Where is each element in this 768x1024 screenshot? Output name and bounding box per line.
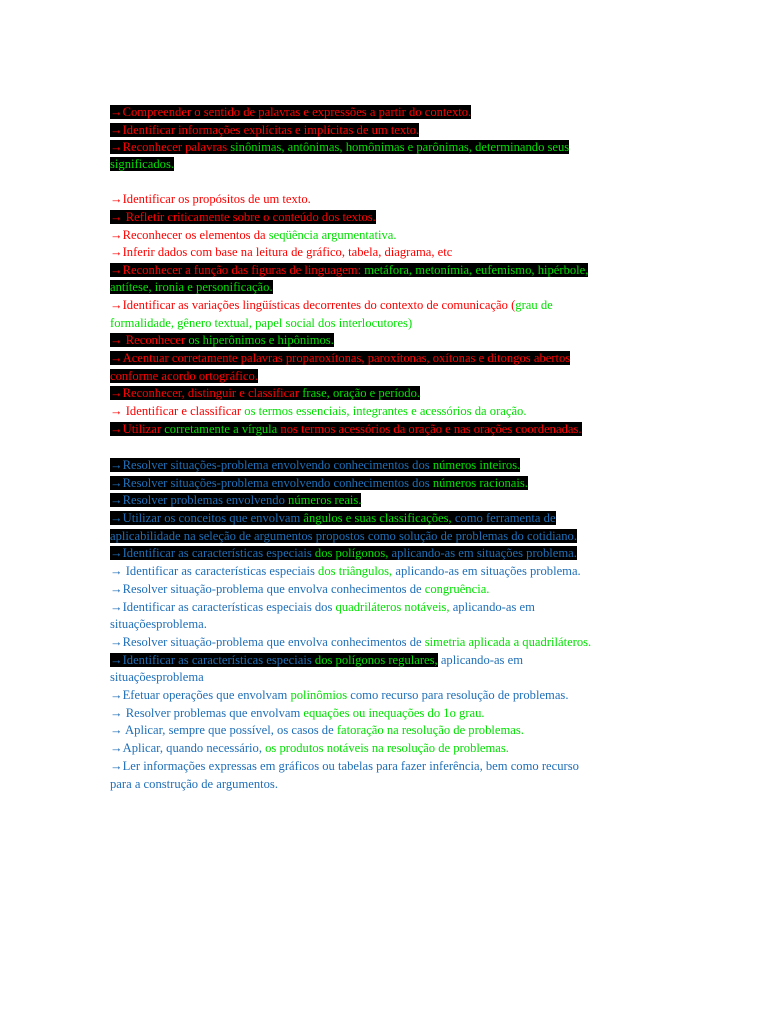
- text-line: [110, 777, 278, 792]
- text-segment: como recurso para resolução de problemas.: [347, 688, 569, 702]
- text-segment: aplicando-as em: [437, 653, 523, 667]
- text-segment: números racionais.: [432, 476, 528, 490]
- text-segment: os termos essenciais, integrantes e acessórios da oração.: [244, 404, 527, 418]
- text-segment: →Identificar as características especiais: [110, 653, 315, 667]
- text-segment: → Identificar e classificar: [110, 404, 245, 418]
- text-segment: →Identificar as características especiais dos: [110, 600, 336, 614]
- text-segment: números reais.: [288, 493, 362, 507]
- text-segment: metáfora, metonímia, eufemismo, hipérbole,: [364, 263, 589, 277]
- text-segment: dos polígonos,: [314, 546, 389, 560]
- text-line: [110, 140, 569, 155]
- text-segment: aplicando-as em: [449, 600, 535, 614]
- text-segment: →Aplicar, quando necessário,: [110, 741, 266, 755]
- text-line: [110, 635, 591, 650]
- text-segment: dos polígonos regulares,: [314, 653, 438, 667]
- text-segment: antítese, ironia e personificação.: [110, 280, 273, 294]
- text-segment: →Identificar informações explícitas e implícitas de um texto.: [110, 123, 420, 137]
- text-line: [110, 316, 412, 331]
- text-segment: →Reconhecer palavras: [110, 140, 231, 154]
- text-segment: seqüência argumentativa.: [268, 228, 397, 242]
- text-line: [110, 546, 577, 561]
- text-segment: →Compreender o sentido de palavras e expressões a partir do contexto.: [110, 105, 472, 119]
- text-segment: situaçõesproblema.: [110, 617, 207, 631]
- text-segment: →Utilizar os conceitos que envolvam: [110, 511, 304, 525]
- text-segment: corretamente a vírgula: [164, 422, 281, 436]
- text-line: [110, 741, 509, 756]
- text-segment: sinônimas, antônimas, homônimas e parônimas, determinando seus: [230, 140, 570, 154]
- text-segment: para a construção de argumentos.: [110, 777, 278, 791]
- text-line: [110, 157, 174, 172]
- text-segment: → Resolver problemas que envolvam: [110, 706, 304, 720]
- text-line: [110, 582, 489, 597]
- text-line: [110, 105, 471, 120]
- text-segment: aplicando-as em situações problema.: [392, 564, 581, 578]
- text-line: [110, 493, 361, 508]
- text-line: [110, 670, 204, 685]
- text-segment: →Reconhecer a função das figuras de linguagem:: [110, 263, 365, 277]
- text-line: [110, 351, 570, 366]
- text-segment: situaçõesproblema: [110, 670, 204, 684]
- text-segment: formalidade, gênero textual, papel social dos interlocutores): [110, 316, 413, 330]
- text-segment: aplicabilidade na seleção de argumentos propostos como solução de problemas do cotidiano.: [110, 529, 578, 543]
- text-segment: →Reconhecer os elementos da: [110, 228, 269, 242]
- text-line: [110, 476, 528, 491]
- text-line: [110, 280, 273, 295]
- text-segment: polinômios: [290, 688, 348, 702]
- text-segment: →Ler informações expressas em gráficos ou tabelas para fazer inferência, bem como recurso: [110, 759, 579, 773]
- text-line: [110, 210, 376, 225]
- text-segment: simetria aplicada a quadriláteros.: [424, 635, 592, 649]
- text-line: [110, 653, 523, 668]
- text-segment: quadriláteros notáveis,: [335, 600, 450, 614]
- text-segment: nos termos acessórios da oração e nas orações coordenadas.: [280, 422, 582, 436]
- text-line: [110, 564, 581, 579]
- text-segment: grau de: [515, 298, 553, 312]
- text-segment: →Resolver situação-problema que envolva conhecimentos de: [110, 582, 425, 596]
- text-segment: aplicando-as em situações problema.: [388, 546, 577, 560]
- text-line: [110, 245, 452, 260]
- text-segment: congruência.: [424, 582, 490, 596]
- text-line: [110, 192, 311, 207]
- text-segment: →Utilizar: [110, 422, 165, 436]
- text-line: [110, 333, 334, 348]
- text-line: [110, 617, 207, 632]
- text-segment: →Resolver problemas envolvendo: [110, 493, 289, 507]
- text-line: [110, 228, 397, 243]
- text-segment: →Identificar as características especiais: [110, 546, 315, 560]
- text-segment: os produtos notáveis na resolução de problemas.: [265, 741, 509, 755]
- text-segment: →Acentuar corretamente palavras proparoxítonas, paroxítonas, oxítonas e ditongos abertos: [110, 351, 571, 365]
- text-segment: os hiperônimos e hipônimos.: [188, 333, 334, 347]
- text-segment: frase, oração e período.: [302, 386, 421, 400]
- text-segment: →Reconhecer, distinguir e classificar: [110, 386, 303, 400]
- text-segment: significados.: [110, 157, 175, 171]
- text-line: [110, 723, 524, 738]
- text-segment: conforme acordo ortográfico.: [110, 369, 258, 383]
- text-segment: → Identificar as características especiais: [110, 564, 319, 578]
- text-segment: ângulos e suas classificações,: [303, 511, 452, 525]
- text-segment: fatoração na resolução de problemas.: [336, 723, 524, 737]
- text-line: [110, 263, 588, 278]
- text-line: [110, 369, 258, 384]
- text-segment: equações ou inequações do 1o grau.: [303, 706, 485, 720]
- text-segment: → Aplicar, sempre que possível, os casos de: [110, 723, 337, 737]
- text-line: [110, 298, 553, 313]
- text-line: [110, 386, 420, 401]
- text-line: [110, 511, 556, 526]
- text-line: [110, 688, 568, 703]
- text-line: [110, 529, 577, 544]
- text-segment: números inteiros.: [432, 458, 521, 472]
- text-segment: dos triângulos,: [318, 564, 393, 578]
- text-line: [110, 600, 535, 615]
- text-segment: →Identificar as variações lingüísticas decorrentes do contexto de comunicação (: [110, 298, 516, 312]
- text-segment: →Inferir dados com base na leitura de gráfico, tabela, diagrama, etc: [110, 245, 453, 259]
- text-line: [110, 706, 485, 721]
- text-segment: → Refletir criticamente sobre o conteúdo dos textos.: [110, 210, 376, 224]
- text-line: [110, 458, 520, 473]
- text-segment: →Resolver situações-problema envolvendo conhecimentos dos: [110, 458, 433, 472]
- text-line: [110, 123, 419, 138]
- text-segment: →Identificar os propósitos de um texto.: [110, 192, 311, 206]
- text-segment: como ferramenta de: [451, 511, 556, 525]
- text-segment: → Reconhecer: [110, 333, 189, 347]
- text-line: [110, 759, 579, 774]
- text-segment: →Efetuar operações que envolvam: [110, 688, 291, 702]
- text-segment: →Resolver situações-problema envolvendo conhecimentos dos: [110, 476, 433, 490]
- text-line: [110, 404, 526, 419]
- text-segment: →Resolver situação-problema que envolva conhecimentos de: [110, 635, 425, 649]
- text-line: [110, 422, 582, 437]
